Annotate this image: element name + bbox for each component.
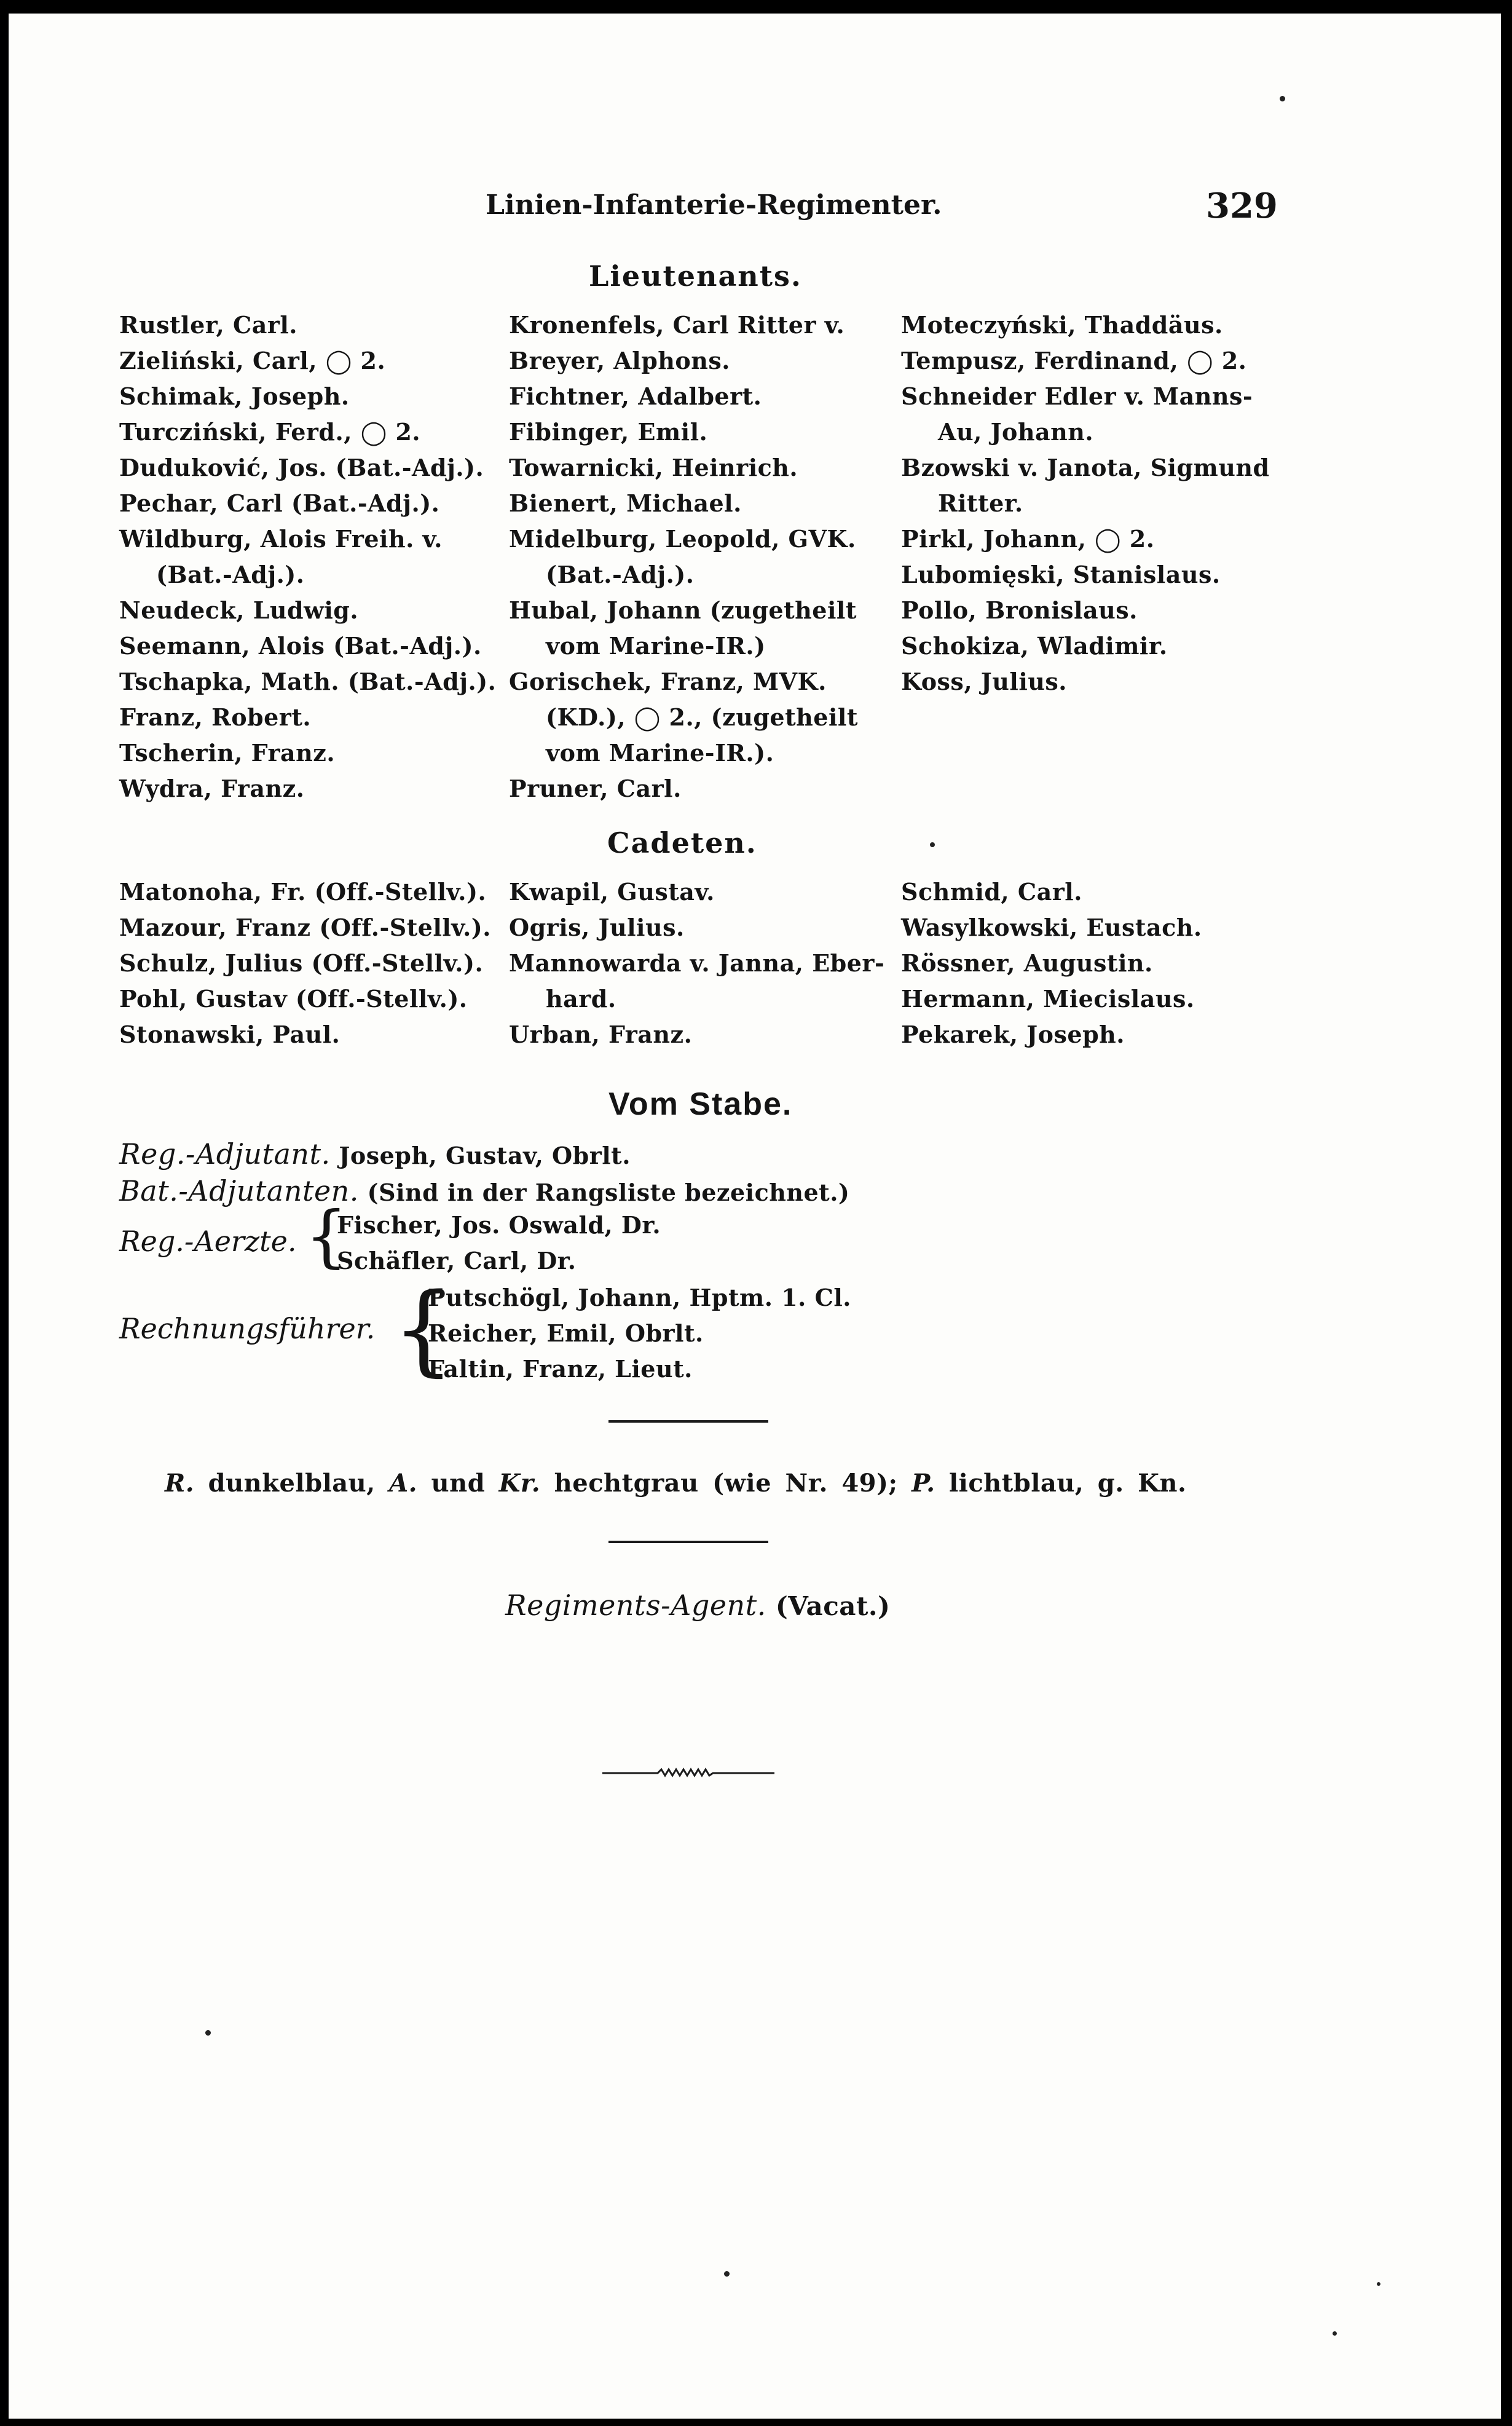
rechnungsfuehrer-label: Rechnungsführer. [119,1312,376,1345]
list-item: Seemann, Alois (Bat.-Adj.). [119,632,482,660]
list-item: Wydra, Franz. [119,775,305,802]
g-label: g. [1097,1469,1124,1498]
cadets-col-1 [119,874,492,1053]
list-item: Tscherin, Franz. [119,739,336,767]
list-item: vom Marine-IR.). [546,739,774,767]
list-item: Wasylkowski, Eustach. [901,914,1202,941]
list-item: Pirkl, Johann, ◯ 2. [901,525,1155,553]
speck [1377,2282,1380,2286]
lieutenants-col-1 [119,307,497,807]
reg-adjutant-value: Joseph, Gustav, Obrlt. [339,1142,631,1169]
speck [930,842,935,847]
list-item: Pohl, Gustav (Off.-Stellv.). [119,985,468,1013]
list-item: Bzowski v. Janota, Sigmund [901,454,1270,481]
divider [608,1420,768,1423]
running-head: Linien-Infanterie-Regimenter. [486,189,942,221]
brace-icon: { [392,1271,455,1386]
list-item: (Bat.-Adj.). [546,561,695,588]
kn-label: Kn. [1138,1469,1187,1498]
list-item: Tschapka, Math. (Bat.-Adj.). [119,668,497,695]
aerzte-list [337,1207,661,1279]
list-item: Matonoha, Fr. (Off.-Stellv.). [119,878,487,906]
list-item: Putschögl, Johann, Hptm. 1. Cl. [428,1284,852,1311]
list-item: Franz, Robert. [119,703,312,731]
list-item: Mazour, Franz (Off.-Stellv.). [119,914,492,941]
list-item: hard. [546,985,616,1013]
list-item: (Bat.-Adj.). [156,561,305,588]
list-item: Kwapil, Gustav. [509,878,715,906]
agent-label: Regiments-Agent. [505,1589,766,1622]
list-item: Fischer, Jos. Oswald, Dr. [337,1211,661,1239]
list-item: vom Marine-IR.) [546,632,766,660]
list-item: Hermann, Miecislaus. [901,985,1195,1013]
page-number: 329 [1206,186,1278,226]
reg-adjutant-row [119,1136,631,1174]
speck [205,2030,211,2036]
list-item: Pekarek, Joseph. [901,1021,1125,1048]
speck [1333,2331,1337,2336]
list-item: Wildburg, Alois Freih. v. [119,525,443,553]
kr-value: hechtgrau (wie Nr. 49); [554,1469,898,1498]
lieutenants-title: Lieutenants. [589,259,802,293]
aerzte-label: Reg.-Aerzte. [119,1225,297,1258]
list-item: Turcziński, Ferd., ◯ 2. [119,418,421,446]
brace-icon: { [305,1196,348,1275]
agent-value: (Vacat.) [775,1591,891,1621]
list-item: Moteczyński, Thaddäus. [901,311,1223,339]
r-label: R. [165,1469,195,1498]
list-item: Koss, Julius. [901,668,1068,695]
list-item: Reicher, Emil, Obrlt. [428,1319,704,1347]
bat-adjutanten-row [119,1173,849,1211]
lieutenants-col-3 [901,307,1270,700]
reg-adjutant-label: Reg.-Adjutant. [119,1137,331,1171]
list-item: Pollo, Bronislaus. [901,596,1138,624]
a-label: A. [389,1469,418,1498]
list-item: Ogris, Julius. [509,914,685,941]
list-item: Schneider Edler v. Manns- [901,382,1253,410]
list-item: Hubal, Johann (zugetheilt [509,596,857,624]
list-item: Neudeck, Ludwig. [119,596,359,624]
kr-label: Kr. [498,1469,541,1498]
list-item: Midelburg, Leopold, GVK. [509,525,856,553]
list-item: Fichtner, Adalbert. [509,382,762,410]
list-item: Urban, Franz. [509,1021,693,1048]
staff-title: Vom Stabe. [608,1086,793,1122]
list-item: Duduković, Jos. (Bat.-Adj.). [119,454,484,481]
speck [724,2271,730,2277]
list-item: Pechar, Carl (Bat.-Adj.). [119,489,440,517]
und-text: und [431,1469,486,1498]
p-value: lichtblau, [948,1469,1084,1498]
list-item: Schmid, Carl. [901,878,1082,906]
list-item: Rustler, Carl. [119,311,298,339]
list-item: Schäfler, Carl, Dr. [337,1247,577,1274]
list-item: Schokiza, Wladimir. [901,632,1168,660]
uniform-line [165,1466,1186,1501]
p-label: P. [912,1469,935,1498]
agent-row [505,1587,890,1624]
list-item: Stonawski, Paul. [119,1021,341,1048]
cadets-col-3 [901,874,1270,1053]
list-item: Tempusz, Ferdinand, ◯ 2. [901,347,1247,374]
bat-adjutanten-value: (Sind in der Rangsliste bezeichnet.) [367,1179,850,1206]
list-item: Zieliński, Carl, ◯ 2. [119,347,386,374]
list-item: (KD.), ◯ 2., (zugetheilt [546,703,858,731]
list-item: Schulz, Julius (Off.-Stellv.). [119,949,484,977]
list-item: Kronenfels, Carl Ritter v. [509,311,845,339]
divider [608,1541,768,1543]
list-item: Faltin, Franz, Lieut. [428,1355,693,1383]
list-item: Ritter. [938,489,1023,517]
list-item: Au, Johann. [938,418,1094,446]
speck [1280,96,1285,101]
list-item: Towarnicki, Heinrich. [509,454,798,481]
list-item: Fibinger, Emil. [509,418,708,446]
list-item: Gorischek, Franz, MVK. [509,668,827,695]
list-item: Mannowarda v. Janna, Eber- [509,949,885,977]
list-item: Bienert, Michael. [509,489,742,517]
rechnungsfuehrer-list [428,1280,851,1387]
list-item: Rössner, Augustin. [901,949,1153,977]
r-value: dunkelblau, [208,1469,376,1498]
bat-adjutanten-label: Bat.-Adjutanten. [119,1174,359,1207]
cadets-col-2 [509,874,885,1053]
list-item: Schimak, Joseph. [119,382,350,410]
list-item: Breyer, Alphons. [509,347,731,374]
list-item: Lubomięski, Stanislaus. [901,561,1221,588]
cadets-title: Cadeten. [607,826,757,859]
ornament-icon [602,1764,774,1779]
list-item: Pruner, Carl. [509,775,682,802]
lieutenants-col-2 [509,307,878,807]
